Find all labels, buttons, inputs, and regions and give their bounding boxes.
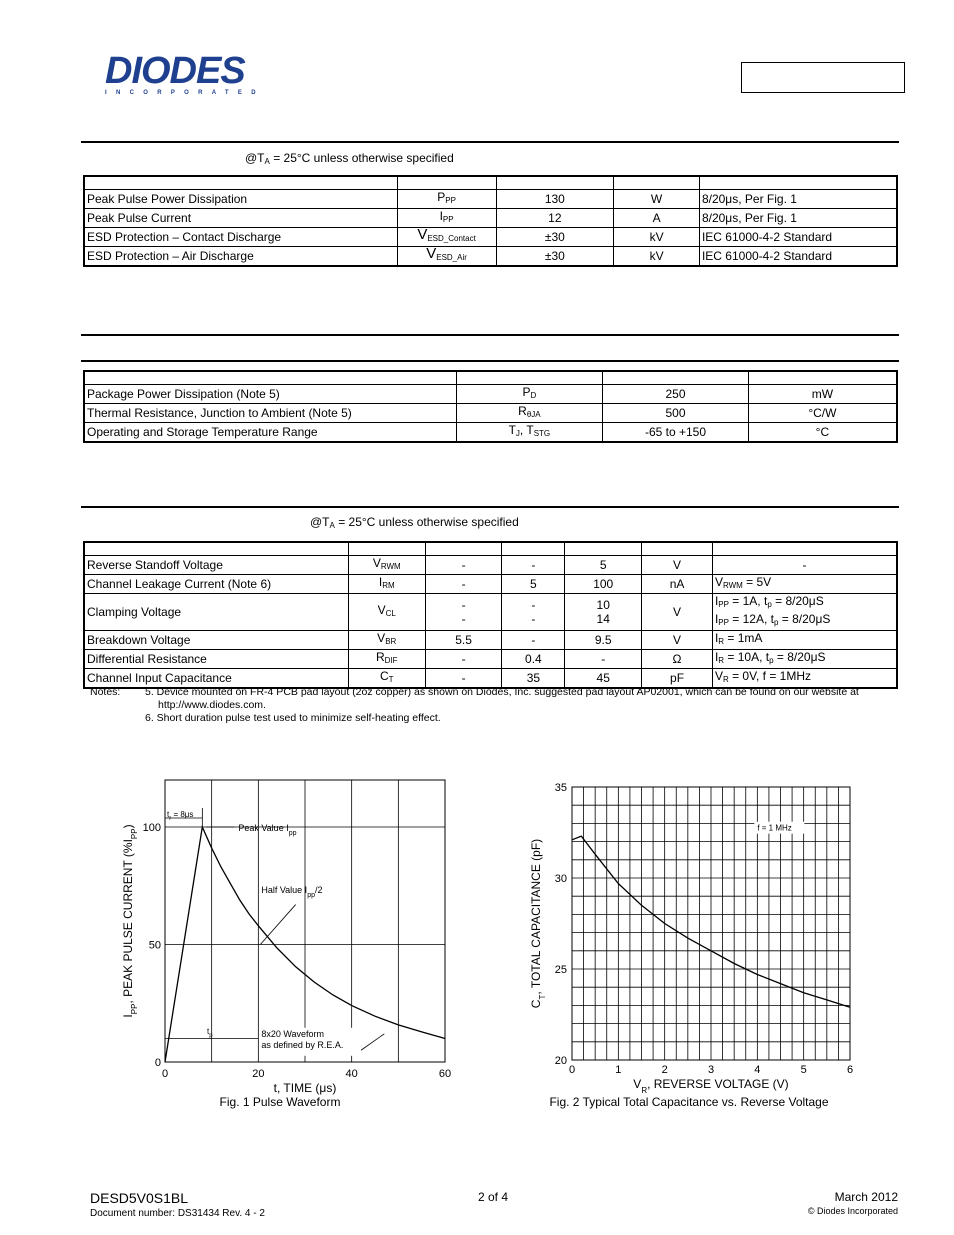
table-row — [84, 190, 897, 209]
value: 250 — [603, 385, 749, 404]
half-label: Half Value $I_{pp}/2$ — [261, 884, 323, 899]
max-value: 45 — [565, 669, 642, 689]
min-value: - — [425, 669, 502, 689]
value: -65 to +150 — [603, 423, 749, 443]
value: ±30 — [496, 247, 614, 267]
unit: kV — [614, 247, 700, 267]
y-tick-label: 35 — [554, 782, 567, 794]
typ-value: 5 — [502, 575, 565, 594]
tp-label: $t_p$ — [207, 1026, 213, 1039]
max-value: 9.5 — [565, 631, 642, 650]
table-row — [84, 650, 897, 669]
min-value: - — [425, 556, 502, 575]
footer-part-number: DESD5V0S1BL — [90, 1190, 189, 1206]
value: ±30 — [496, 228, 614, 247]
test-condition: IEC 61000-4-2 Standard — [699, 228, 897, 247]
table-row — [84, 247, 897, 267]
chart-title: Fig. 2 Typical Total Capacitance vs. Reverse Voltage — [549, 1095, 829, 1109]
pulse-waveform-chart — [115, 770, 460, 1115]
test-condition: $V_R = 0V$, f = 1MHz — [712, 669, 897, 689]
y-tick-label: 30 — [554, 873, 567, 885]
y-axis-title: $I_{PP}$, PEAK PULSE CURRENT $(\%I_{PP})$ — [121, 824, 139, 1018]
param-name: Package Power Dissipation (Note 5) — [84, 385, 456, 404]
section-rule-1 — [81, 141, 899, 143]
x-axis-title: t, TIME (μs) — [273, 1081, 337, 1095]
unit: pF — [642, 669, 713, 689]
section-rule-4 — [81, 506, 899, 508]
peak-label: Peak Value $I_{pp}$ — [238, 823, 297, 837]
param-name: Channel Input Capacitance — [84, 669, 348, 689]
typ-value: - — [502, 556, 565, 575]
param-name: ESD Protection – Air Discharge — [84, 247, 397, 267]
min-value: 5.5 — [425, 631, 502, 650]
table-row — [84, 228, 897, 247]
param-name: Peak Pulse Current — [84, 209, 397, 228]
typ-value: - — [502, 631, 565, 650]
param-name: Peak Pulse Power Dissipation — [84, 190, 397, 209]
figure-1 — [115, 770, 460, 1115]
max-value: - — [565, 650, 642, 669]
symbol: $I_{PP}$ — [397, 209, 496, 228]
min-value: - — [425, 575, 502, 594]
footer-doc-number: Document number: DS31434 Rev. 4 - 2 — [90, 1208, 265, 1219]
test-condition: IEC 61000-4-2 Standard — [699, 247, 897, 267]
param-name: Clamping Voltage — [84, 594, 348, 631]
x-tick-label: 5 — [800, 1064, 807, 1076]
table-row — [84, 209, 897, 228]
x-tick-label: 60 — [438, 1068, 452, 1080]
note-5: 5. Device mounted on FR-4 PCB pad layout (2oz copper) as shown on Diodes, Inc. suggested pad layout AP02001, which can be found on our website at http://www.diodes.com. 6. Short duration pulse test used to minimize self-heating effect. — [145, 686, 859, 724]
waveform-note-1: 8x20 Waveform — [261, 1028, 325, 1039]
unit: Ω — [642, 650, 713, 669]
footer-date: March 2012 — [834, 1190, 898, 1204]
unit: V — [642, 556, 713, 575]
frequency-annotation: f = 1 MHz — [757, 823, 792, 833]
unit: kV — [614, 228, 700, 247]
notes-label: Notes: — [90, 686, 121, 698]
symbol: $V_{CL}$ — [348, 594, 425, 631]
footer-copyright: © Diodes Incorporated — [807, 1206, 898, 1216]
symbol: $V_{RWM}$ — [348, 556, 425, 575]
table-row — [84, 385, 897, 404]
symbol: $P_D$ — [456, 385, 603, 404]
figure-2 — [520, 770, 900, 1115]
x-tick-label: 1 — [615, 1064, 622, 1076]
typ-value: 0.4 — [502, 650, 565, 669]
y-tick-label: 50 — [148, 939, 161, 952]
max-value: 5 — [565, 556, 642, 575]
symbol: $V_{ESD\_Air}$ — [397, 247, 496, 267]
table-row — [84, 556, 897, 575]
value: 130 — [496, 190, 614, 209]
logo-wordmark: DIODES — [105, 50, 245, 92]
table-header-row — [84, 371, 897, 385]
test-condition: $V_{RWM} = 5V$ — [712, 575, 897, 594]
footer-page: 2 of 4 — [478, 1190, 509, 1204]
typ-value: - - — [502, 594, 565, 631]
x-tick-label: 40 — [345, 1068, 358, 1080]
tr-label: $t_r = 8\mu s$ — [167, 810, 194, 822]
symbol: $V_{BR}$ — [348, 631, 425, 650]
param-name: Differential Resistance — [84, 650, 348, 669]
x-tick-label: 0 — [568, 1064, 576, 1076]
typ-value: 35 — [502, 669, 565, 689]
param-name: ESD Protection – Contact Discharge — [84, 228, 397, 247]
symbol: $R_{\theta JA}$ — [456, 404, 603, 423]
y-tick-label: 25 — [554, 964, 567, 976]
test-condition: - — [712, 556, 897, 575]
company-logo — [105, 52, 265, 100]
symbol: $V_{ESD\_Contact}$ — [397, 228, 496, 247]
electrical-table — [83, 541, 898, 689]
section3-condition: $@T_A = 25^\circ C$ unless otherwise specified — [310, 515, 519, 530]
table-row — [84, 404, 897, 423]
y-tick-label: 20 — [554, 1055, 567, 1067]
max-ratings-table — [83, 175, 898, 267]
test-condition: $I_{PP} = 1A$, $t_p = 8/20\mu S$ $I_{PP} = 12A$, $t_p = 8/20\mu S$ — [712, 594, 897, 631]
y-tick-label: 100 — [142, 822, 161, 834]
table-row — [84, 594, 897, 631]
min-value: - — [425, 650, 502, 669]
symbol: $I_{RM}$ — [348, 575, 425, 594]
x-tick-label: 0 — [161, 1068, 169, 1080]
symbol: $T_J$, $T_{STG}$ — [456, 423, 603, 443]
x-tick-label: 2 — [661, 1064, 668, 1076]
x-axis-title: $V_R$, REVERSE VOLTAGE (V) — [633, 1077, 789, 1095]
unit: W — [614, 190, 700, 209]
symbol: $R_{DIF}$ — [348, 650, 425, 669]
symbol: $C_T$ — [348, 669, 425, 689]
value: 500 — [603, 404, 749, 423]
thermal-table — [83, 370, 898, 443]
unit: A — [614, 209, 700, 228]
symbol: $P_{PP}$ — [397, 190, 496, 209]
max-value: 100 — [565, 575, 642, 594]
unit: V — [642, 631, 713, 650]
part-number-box — [741, 62, 905, 93]
test-condition: $I_R = 1mA$ — [712, 631, 897, 650]
half-arrow — [260, 905, 295, 945]
section1-condition: $@T_A = 25^\circ C$ unless otherwise specified — [245, 151, 454, 166]
section-rule-3 — [81, 360, 899, 362]
param-name: Channel Leakage Current (Note 6) — [84, 575, 348, 594]
x-tick-label: 20 — [252, 1068, 265, 1080]
y-axis-title: $C_T$, TOTAL CAPACITANCE (pF) — [529, 838, 547, 1009]
chart-title: Fig. 1 Pulse Waveform — [219, 1095, 341, 1109]
table-row — [84, 423, 897, 443]
min-value: - - — [425, 594, 502, 631]
param-name: Reverse Standoff Voltage — [84, 556, 348, 575]
x-tick-label: 6 — [846, 1064, 854, 1076]
capacitance-chart — [520, 770, 900, 1115]
table-row — [84, 631, 897, 650]
table-header-row — [84, 542, 897, 556]
x-tick-label: 4 — [754, 1064, 761, 1076]
max-value: 10 14 — [565, 594, 642, 631]
section-rule-2 — [81, 334, 899, 336]
param-name: Operating and Storage Temperature Range — [84, 423, 456, 443]
unit: nA — [642, 575, 713, 594]
unit: °C/W — [748, 404, 897, 423]
table-row — [84, 575, 897, 594]
param-name: Thermal Resistance, Junction to Ambient (Note 5) — [84, 404, 456, 423]
logo-subtitle: INCORPORATED — [105, 90, 265, 96]
test-condition: $I_R = 10A$, $t_p = 8/20\mu S$ — [712, 650, 897, 669]
param-name: Breakdown Voltage — [84, 631, 348, 650]
unit: mW — [748, 385, 897, 404]
test-condition: 8/20μs, Per Fig. 1 — [699, 190, 897, 209]
x-tick-label: 3 — [707, 1064, 715, 1076]
table-header-row — [84, 176, 897, 190]
value: 12 — [496, 209, 614, 228]
y-tick-label: 0 — [154, 1057, 161, 1069]
unit: V — [642, 594, 713, 631]
unit: °C — [748, 423, 897, 443]
waveform-note-2: as defined by R.E.A. — [261, 1039, 344, 1050]
test-condition: 8/20μs, Per Fig. 1 — [699, 209, 897, 228]
